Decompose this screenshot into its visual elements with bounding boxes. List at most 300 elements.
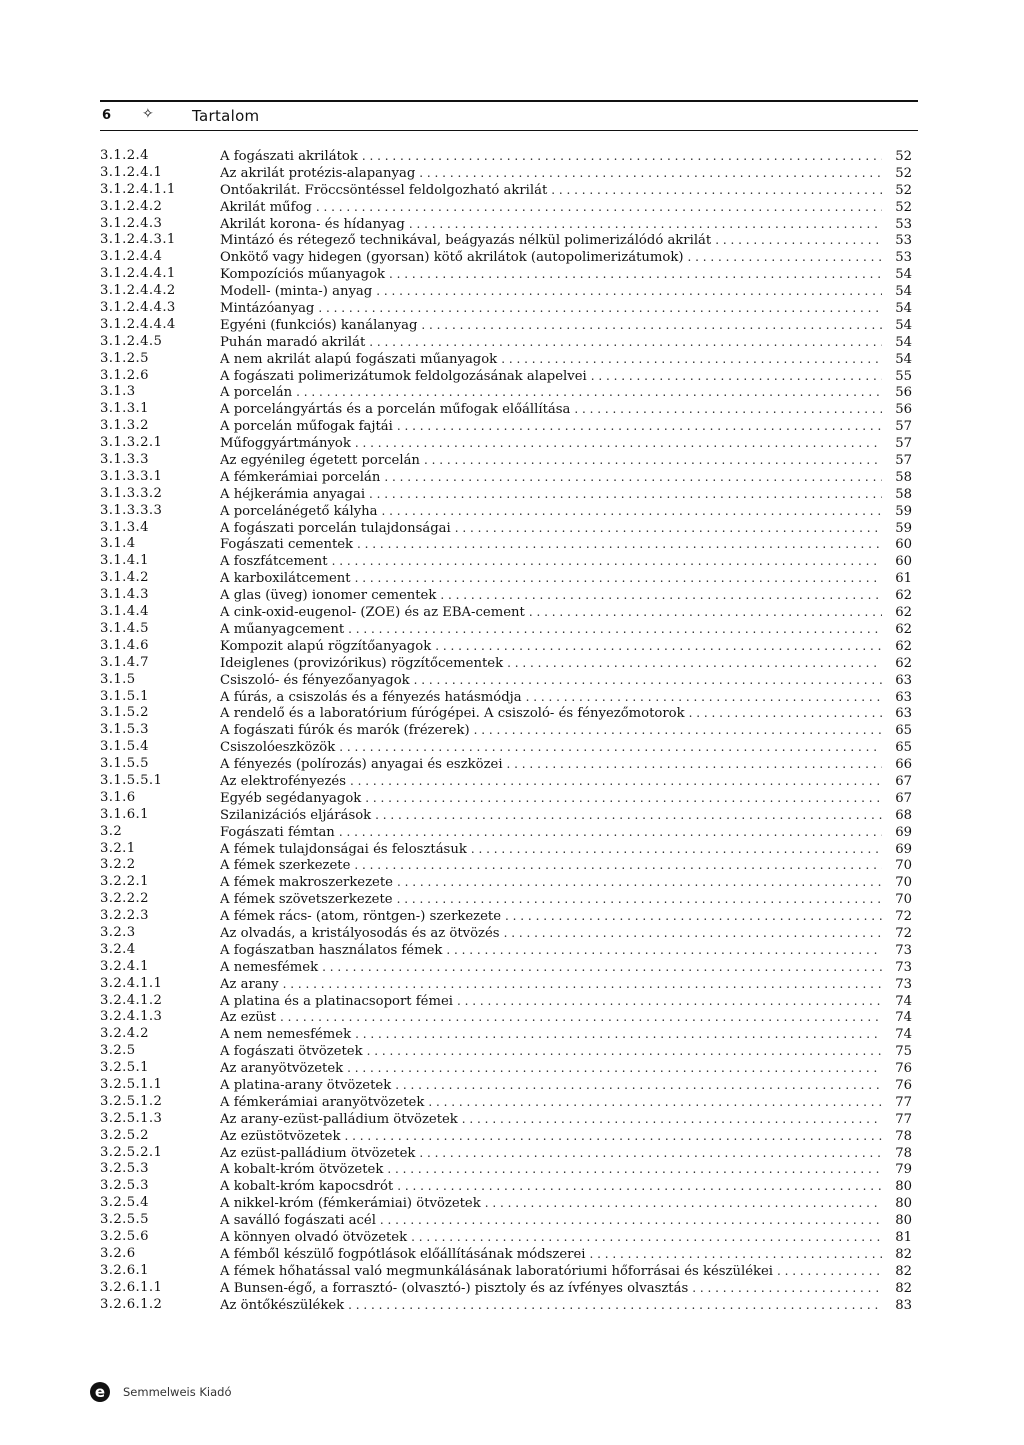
toc-entry-number: 3.2.2.1: [100, 874, 149, 890]
toc-entry: [100, 1178, 912, 1195]
toc-entry-number: 3.2.5.1.1: [100, 1076, 163, 1092]
toc-entry: [100, 874, 912, 891]
toc-entry-number: 3.1.3.2.1: [100, 435, 163, 451]
toc-entry: [100, 317, 912, 334]
toc-entry: [100, 841, 912, 858]
toc-entry-page: 57: [895, 453, 912, 469]
dot-leader: [369, 334, 882, 351]
toc-entry-page: 65: [895, 723, 912, 739]
toc-entry: [100, 908, 912, 925]
toc-entry: [100, 334, 912, 351]
dot-leader: [348, 1297, 882, 1314]
dot-leader: [688, 249, 882, 266]
toc-entry-number: 3.1.3.4: [100, 519, 149, 535]
toc-entry-number: 3.1.2.4.1.1: [100, 181, 176, 197]
toc-entry-number: 3.1.4.4: [100, 604, 149, 620]
toc-entry: [100, 503, 912, 520]
toc-entry-number: 3.1.2.4.1: [100, 164, 163, 180]
dot-leader: [526, 689, 882, 706]
toc-entry-number: 3.2.4.2: [100, 1026, 149, 1042]
toc-entry: [100, 1145, 912, 1162]
dot-leader: [397, 1178, 882, 1195]
toc-entry-number: 3.2.4: [100, 941, 136, 957]
dot-leader: [689, 705, 882, 722]
toc-entry-title: Egyéni (funkciós) kanálanyag: [220, 317, 418, 333]
toc-entry-number: 3.1.5.5: [100, 756, 149, 772]
toc-entry: [100, 739, 912, 756]
toc-entry-title: A porcelángyártás és a porcelán műfogak előállítása: [220, 402, 571, 418]
toc-entry-page: 82: [895, 1246, 912, 1262]
toc-entry-page: 70: [895, 858, 912, 874]
toc-entry: [100, 722, 912, 739]
toc-entry-page: 77: [895, 1094, 912, 1110]
toc-entry-page: 75: [895, 1044, 912, 1060]
toc-entry-number: 3.2.5.3: [100, 1161, 149, 1177]
toc-entry-page: 52: [895, 149, 912, 164]
toc-entry: [100, 435, 912, 452]
dot-leader: [318, 300, 882, 317]
toc-entry-title: A fogászati porcelán tulajdonságai: [220, 520, 451, 536]
toc-entry-page: 59: [895, 520, 912, 536]
dot-leader: [316, 199, 882, 216]
toc-entry-number: 3.2.2.2: [100, 891, 149, 907]
toc-entry-title: Puhán maradó akrilát: [220, 334, 366, 350]
toc-entry-title: A fényezés (polírozás) anyagai és eszközei: [220, 757, 503, 773]
toc-entry-number: 3.1.2.4.3.1: [100, 232, 176, 248]
publisher-logo-icon: e: [90, 1382, 110, 1402]
toc-entry: [100, 1195, 912, 1212]
toc-entry-page: 56: [895, 385, 912, 401]
toc-entry-title: A műanyagcement: [220, 621, 345, 637]
toc-entry-number: 3.2.3: [100, 924, 136, 940]
toc-entry-number: 3.1.3.1: [100, 401, 149, 417]
dot-leader: [424, 452, 882, 469]
dot-leader: [339, 739, 882, 756]
dot-leader: [322, 959, 882, 976]
toc-entry: [100, 283, 912, 300]
toc-entry-number: 3.2.1: [100, 840, 136, 856]
toc-entry-page: 80: [895, 1213, 912, 1229]
toc-entry: [100, 148, 912, 165]
toc-entry-title: Az akrilát protézis-alapanyag: [220, 165, 416, 181]
toc-entry-page: 62: [895, 655, 912, 671]
toc-entry: [100, 418, 912, 435]
dot-leader: [375, 807, 882, 824]
toc-entry-page: 56: [895, 402, 912, 418]
toc-entry: [100, 266, 912, 283]
dot-leader: [369, 486, 882, 503]
toc-entry: [100, 1077, 912, 1094]
dot-leader: [419, 165, 882, 182]
toc-entry-page: 65: [895, 740, 912, 756]
toc-entry: [100, 891, 912, 908]
toc-entry-page: 55: [895, 368, 912, 384]
dot-leader: [332, 553, 882, 570]
toc-entry-title: A fogászati akrilátok: [220, 149, 358, 164]
toc-entry-title: Akrilát korona- és hídanyag: [220, 216, 405, 232]
header-top-rule: [100, 100, 918, 102]
toc-entry-number: 3.2.5.5: [100, 1212, 149, 1228]
dot-leader: [357, 536, 882, 553]
toc-entry-number: 3.1.2.5: [100, 350, 149, 366]
toc-entry: [100, 790, 912, 807]
toc-entry-title: A nemesfémek: [220, 959, 319, 975]
toc-entry-number: 3.2.2.3: [100, 908, 149, 924]
toc-entry-page: 57: [895, 419, 912, 435]
toc-entry-title: A fúrás, a csiszolás és a fényezés hatásmódja: [220, 689, 522, 705]
toc-entry-page: 73: [895, 976, 912, 992]
toc-entry: [100, 756, 912, 773]
toc-entry-title: A fémkerámiai aranyötvözetek: [220, 1094, 425, 1110]
toc-entry: [100, 199, 912, 216]
toc-entry-number: 3.1.5.5.1: [100, 772, 163, 788]
toc-entry-page: 82: [895, 1280, 912, 1296]
toc-entry-page: 69: [895, 824, 912, 840]
header-bottom-rule: [100, 130, 918, 131]
toc-entry-number: 3.2.5.1.2: [100, 1093, 163, 1109]
toc-entry-title: A saválló fogászati acél: [220, 1213, 376, 1229]
toc-entry-title: Az egyénileg égetett porcelán: [220, 453, 420, 469]
dot-leader: [344, 1128, 882, 1145]
toc-entry-page: 72: [895, 909, 912, 925]
dot-leader: [355, 570, 882, 587]
toc-entry-page: 60: [895, 554, 912, 570]
dot-leader: [505, 908, 882, 925]
toc-entry-page: 77: [895, 1111, 912, 1127]
toc-entry: [100, 1263, 912, 1280]
toc-entry-page: 54: [895, 301, 912, 317]
toc-entry-title: A porcelán: [220, 385, 293, 401]
toc-entry-title: A fémek szövetszerkezete: [220, 892, 393, 908]
toc-entry-title: Önkötő vagy hidegen (gyorsan) kötő akrilátok (autopolimerizátumok): [220, 250, 684, 266]
toc-entry-number: 3.1.2.4.5: [100, 333, 163, 349]
toc-entry-number: 3.1.2.4.4.2: [100, 283, 176, 299]
toc-entry: [100, 993, 912, 1010]
dot-leader: [365, 790, 882, 807]
dot-leader: [428, 1094, 882, 1111]
toc-entry: [100, 1060, 912, 1077]
dot-leader: [376, 283, 882, 300]
toc-entry-page: 59: [895, 503, 912, 519]
toc-entry-number: 3.1.3.3.1: [100, 468, 163, 484]
toc-entry-title: A könnyen olvadó ötvözetek: [220, 1230, 408, 1245]
dot-leader: [389, 266, 882, 283]
toc-entry-title: Kompozit alapú rögzítőanyagok: [220, 638, 432, 654]
toc-entry: [100, 384, 912, 401]
toc-entry-title: A kobalt-króm kapocsdrót: [220, 1179, 394, 1195]
toc-entry-title: A foszfátcement: [220, 554, 328, 570]
toc-entry: [100, 959, 912, 976]
toc-entry-number: 3.2.5.2: [100, 1127, 149, 1143]
dot-leader: [280, 1009, 882, 1026]
dot-leader: [501, 351, 882, 368]
dot-leader: [350, 773, 882, 790]
toc-entry: [100, 232, 912, 249]
toc-entry-title: A rendelő és a laboratórium fúrógépei. A csiszoló- és fényezőmotorok: [220, 706, 685, 722]
toc-entry-title: Az olvadás, a kristályosodás és az ötvözés: [220, 925, 500, 941]
dot-leader: [474, 722, 882, 739]
dot-leader: [590, 1246, 882, 1263]
toc-entry-title: Az elektrofényezés: [220, 773, 346, 789]
toc-entry: [100, 401, 912, 418]
dot-leader: [362, 148, 882, 165]
toc-entry-number: 3.2.5.2.1: [100, 1144, 163, 1160]
toc-entry-number: 3.1.2.6: [100, 367, 149, 383]
toc-entry-title: A porcelánégető kályha: [220, 503, 378, 519]
toc-entry-number: 3.1.3.3: [100, 452, 149, 468]
toc-entry-title: A fémek makroszerkezete: [220, 875, 393, 891]
page-number: 6: [102, 108, 112, 123]
table-of-contents: [100, 148, 912, 1313]
toc-entry-title: A glas (üveg) ionomer cementek: [220, 588, 437, 604]
toc-entry-title: A héjkerámia anyagai: [220, 486, 366, 502]
toc-entry-page: 70: [895, 892, 912, 908]
toc-entry-number: 3.1.2.4: [100, 148, 149, 163]
toc-entry-page: 76: [895, 1061, 912, 1077]
toc-entry-number: 3.1.3.2: [100, 418, 149, 434]
toc-entry-title: A nem nemesfémek: [220, 1027, 352, 1043]
toc-entry: [100, 182, 912, 199]
toc-entry-title: A fogászatban használatos fémek: [220, 942, 443, 958]
toc-entry: [100, 857, 912, 874]
toc-entry: [100, 942, 912, 959]
toc-entry-title: Egyéb segédanyagok: [220, 790, 362, 806]
toc-entry-number: 3.2.6: [100, 1245, 136, 1261]
dot-leader: [471, 841, 882, 858]
toc-entry-number: 3.1.2.4.4: [100, 249, 163, 265]
toc-entry: [100, 249, 912, 266]
toc-entry-number: 3.1.4: [100, 536, 136, 552]
toc-entry-page: 73: [895, 942, 912, 958]
toc-entry-page: 69: [895, 841, 912, 857]
toc-entry-page: 70: [895, 875, 912, 891]
toc-entry-title: A fémek tulajdonságai és felosztásuk: [220, 841, 467, 857]
dot-leader: [574, 401, 882, 418]
dot-leader: [419, 1145, 882, 1162]
toc-entry-title: A fogászati polimerizátumok feldolgozásának alapelvei: [220, 368, 587, 384]
toc-entry-title: Ideiglenes (provizórikus) rögzítőcementek: [220, 655, 504, 671]
toc-entry-title: Csiszoló- és fényezőanyagok: [220, 672, 410, 688]
dot-leader: [354, 857, 882, 874]
toc-entry-number: 3.1.2.4.4.4: [100, 316, 176, 332]
toc-entry-number: 3.1.5.4: [100, 739, 149, 755]
toc-entry-title: Fogászati fémtan: [220, 824, 335, 840]
toc-entry-title: A fémek rács- (atom, röntgen-) szerkezete: [220, 909, 502, 925]
toc-entry: [100, 773, 912, 790]
toc-entry-page: 67: [895, 790, 912, 806]
dot-leader: [507, 655, 882, 672]
toc-entry-title: Mintázó és rétegező technikával, beágyazás nélkül polimerizálódó akrilát: [220, 233, 712, 249]
toc-entry: [100, 486, 912, 503]
toc-entry-number: 3.1.4.6: [100, 637, 149, 653]
toc-entry-page: 80: [895, 1179, 912, 1195]
dot-leader: [397, 891, 882, 908]
toc-entry-number: 3.1.6.1: [100, 806, 149, 822]
toc-entry-title: A nem akrilát alapú fogászati műanyagok: [220, 351, 498, 367]
toc-entry-number: 3.2.6.1.2: [100, 1296, 163, 1312]
toc-entry-number: 3.2.5: [100, 1043, 136, 1059]
toc-entry-page: 63: [895, 689, 912, 705]
toc-entry-page: 52: [895, 182, 912, 198]
toc-entry: [100, 587, 912, 604]
toc-entry-page: 53: [895, 250, 912, 266]
toc-entry: [100, 1043, 912, 1060]
toc-entry-title: A nikkel-króm (fémkerámiai) ötvözetek: [220, 1196, 481, 1212]
toc-entry: [100, 520, 912, 537]
toc-entry-number: 3.2: [100, 823, 123, 839]
toc-entry-title: A fémkerámiai porcelán: [220, 469, 381, 485]
toc-entry-page: 83: [895, 1297, 912, 1313]
toc-entry-title: Az ezüst-palládium ötvözetek: [220, 1145, 416, 1161]
dot-leader: [457, 993, 882, 1010]
toc-entry-page: 74: [895, 1010, 912, 1026]
running-title: Tartalom: [192, 107, 260, 125]
toc-entry-number: 3.1.5.3: [100, 722, 149, 738]
toc-entry: [100, 1094, 912, 1111]
toc-entry-page: 58: [895, 469, 912, 485]
toc-entry: [100, 1128, 912, 1145]
toc-entry-title: A fogászati fúrók és marók (frézerek): [220, 723, 470, 739]
toc-entry-page: 60: [895, 537, 912, 553]
toc-entry: [100, 807, 912, 824]
toc-entry-page: 58: [895, 486, 912, 502]
toc-entry-page: 73: [895, 959, 912, 975]
toc-entry-page: 82: [895, 1263, 912, 1279]
toc-entry-page: 52: [895, 165, 912, 181]
toc-entry-number: 3.2.4.1.2: [100, 992, 163, 1008]
toc-entry-number: 3.2.4.1.1: [100, 975, 163, 991]
dot-leader: [591, 368, 882, 385]
toc-entry: [100, 604, 912, 621]
toc-entry: [100, 452, 912, 469]
toc-entry-title: Kompozíciós műanyagok: [220, 267, 386, 283]
toc-entry-title: Szilanizációs eljárások: [220, 807, 372, 823]
toc-entry-number: 3.1.2.4.3: [100, 215, 163, 231]
toc-entry-number: 3.1.2.4.4.1: [100, 266, 176, 282]
dot-leader: [296, 384, 882, 401]
toc-entry-page: 54: [895, 284, 912, 300]
toc-entry-number: 3.1.2.4.2: [100, 198, 163, 214]
dot-leader: [384, 469, 882, 486]
toc-entry-title: A Bunsen-égő, a forrasztó- (olvasztó-) pisztoly és az ívfényes olvasztás: [220, 1280, 689, 1296]
toc-entry: [100, 300, 912, 317]
toc-entry-number: 3.2.6.1.1: [100, 1279, 163, 1295]
toc-entry-title: Az öntőkészülékek: [220, 1297, 345, 1313]
toc-entry-title: A kobalt-króm ötvözetek: [220, 1162, 384, 1178]
toc-entry-title: A porcelán műfogak fajtái: [220, 419, 393, 435]
dot-leader: [347, 1060, 882, 1077]
dot-leader: [355, 1026, 882, 1043]
toc-entry: [100, 1229, 912, 1246]
dot-leader: [485, 1195, 882, 1212]
dot-leader: [421, 317, 882, 334]
toc-entry-number: 3.2.5.6: [100, 1229, 149, 1244]
dot-leader: [529, 604, 882, 621]
toc-entry: [100, 553, 912, 570]
toc-entry: [100, 216, 912, 233]
toc-entry-title: Csiszolóeszközök: [220, 740, 336, 756]
dot-leader: [283, 976, 882, 993]
toc-entry: [100, 1026, 912, 1043]
toc-entry-page: 76: [895, 1077, 912, 1093]
toc-entry: [100, 1246, 912, 1263]
toc-entry-title: Az ezüst: [220, 1010, 276, 1026]
toc-entry-title: A platina és a platinacsoport fémei: [220, 993, 453, 1009]
toc-entry-title: Az arany-ezüst-palládium ötvözetek: [220, 1111, 458, 1127]
toc-entry: [100, 824, 912, 841]
toc-entry-page: 62: [895, 621, 912, 637]
dot-leader: [777, 1263, 882, 1280]
toc-entry-number: 3.1.6: [100, 789, 136, 805]
dot-leader: [504, 925, 882, 942]
toc-entry-title: A platina-arany ötvözetek: [220, 1077, 392, 1093]
toc-entry-number: 3.1.3.3.2: [100, 485, 163, 501]
toc-entry-title: Fogászati cementek: [220, 537, 354, 553]
diamond-icon: ✧: [142, 106, 154, 122]
dot-leader: [380, 1212, 882, 1229]
toc-entry: [100, 1161, 912, 1178]
toc-entry: [100, 925, 912, 942]
toc-entry: [100, 1009, 912, 1026]
toc-entry: [100, 638, 912, 655]
toc-entry-title: Az aranyötvözetek: [220, 1061, 344, 1077]
dot-leader: [715, 232, 882, 249]
toc-entry-title: Az arany: [220, 976, 279, 992]
dot-leader: [551, 182, 882, 199]
dot-leader: [409, 216, 882, 233]
toc-entry-page: 67: [895, 773, 912, 789]
toc-entry-number: 3.1.5.2: [100, 705, 149, 721]
toc-entry-title: Akrilát műfog: [220, 199, 312, 215]
toc-entry: [100, 165, 912, 182]
toc-entry: [100, 368, 912, 385]
toc-entry-page: 74: [895, 1027, 912, 1043]
dot-leader: [455, 520, 882, 537]
toc-entry-page: 68: [895, 807, 912, 823]
toc-entry-number: 3.1.4.7: [100, 654, 149, 670]
toc-entry-page: 62: [895, 605, 912, 621]
toc-entry-number: 3.1.5.1: [100, 688, 149, 704]
page-footer: [90, 1380, 232, 1404]
toc-entry-title: A karboxilátcement: [220, 571, 351, 587]
toc-entry-page: 54: [895, 351, 912, 367]
toc-entry-page: 52: [895, 199, 912, 215]
toc-entry-number: 3.1.2.4.4.3: [100, 300, 176, 316]
dot-leader: [446, 942, 882, 959]
toc-entry-title: A cink-oxid-eugenol- (ZOE) és az EBA-cement: [220, 605, 525, 621]
toc-entry-page: 54: [895, 334, 912, 350]
toc-entry-page: 81: [895, 1230, 912, 1245]
dot-leader: [339, 824, 882, 841]
toc-entry-number: 3.1.4.5: [100, 620, 149, 636]
toc-entry-number: 3.1.4.3: [100, 587, 149, 603]
dot-leader: [507, 756, 882, 773]
toc-entry: [100, 1212, 912, 1229]
toc-entry: [100, 570, 912, 587]
toc-entry-number: 3.1.3: [100, 384, 136, 400]
toc-entry-page: 79: [895, 1162, 912, 1178]
toc-entry-title: Öntőakrilát. Fröccsöntéssel feldolgozható akrilát: [220, 182, 548, 198]
toc-entry: [100, 1280, 912, 1297]
toc-entry-page: 80: [895, 1196, 912, 1212]
toc-entry: [100, 536, 912, 553]
publisher-name: Semmelweis Kiadó: [123, 1385, 232, 1399]
toc-entry-title: Mintázóanyag: [220, 301, 315, 317]
toc-entry-page: 66: [895, 757, 912, 773]
toc-entry-number: 3.2.5.3: [100, 1178, 149, 1194]
dot-leader: [397, 874, 882, 891]
toc-entry-page: 78: [895, 1128, 912, 1144]
